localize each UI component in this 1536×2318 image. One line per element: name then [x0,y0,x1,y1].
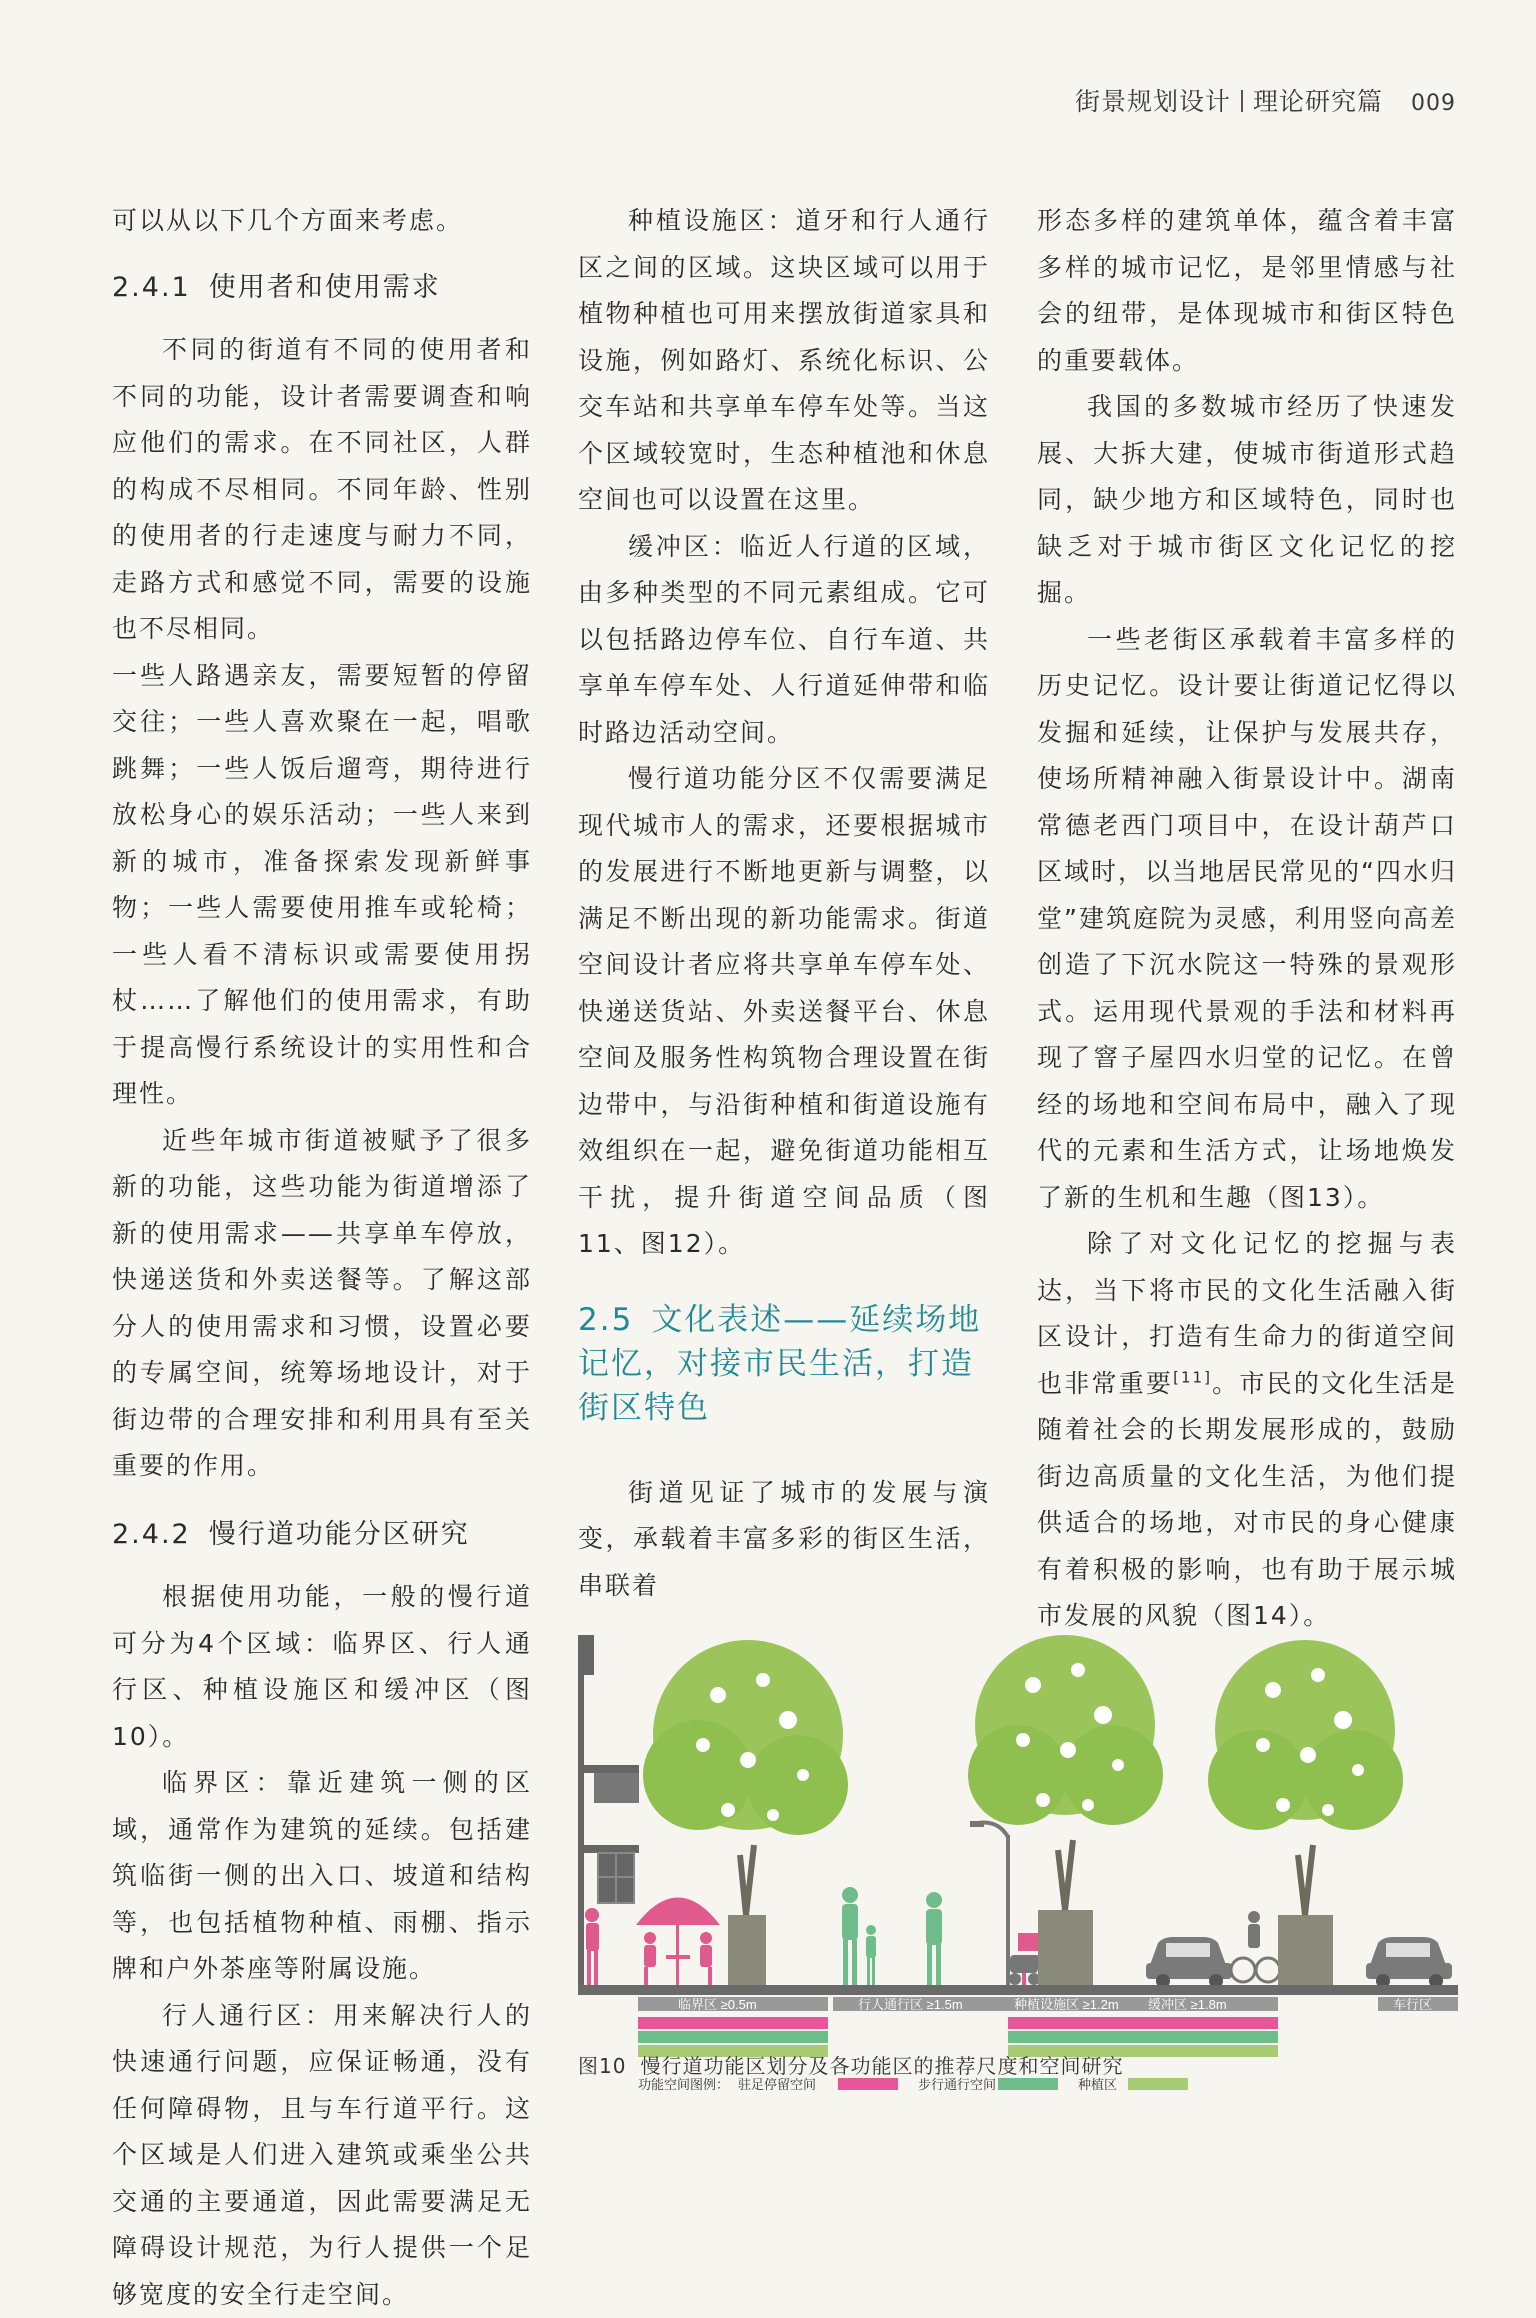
paragraph: 一些人路遇亲友，需要短暂的停留交往；一些人喜欢聚在一起，唱歌跳舞；一些人饭后遛弯，期待进行放松身心的娱乐活动；一些人来到新的城市，准备探索发现新鲜事物；一些人需要使用推车或轮椅；一些人看不清标识或需要使用拐杖……了解他们的使用需求，有助于提高慢行系统设计的实用性和合理性。 [112,653,532,1118]
citation-ref: [11] [1173,1368,1212,1386]
header-divider [1241,90,1243,112]
car-icon [1146,1937,1232,1988]
legend-label: 驻足停留空间 [738,2077,816,2092]
paragraph: 慢行道功能分区不仅需要满足现代城市人的需求，还要根据城市的发展进行不断地更新与调整，以满足不断出现的新功能需求。街道空间设计者应将共享单车停车处、快递送货站、外卖送餐平台、休息空间及服务性构筑物合理设置在街边带中，与沿街种植和街道设施有效组织在一起，避免街道功能相互干扰，提升街道空间品质（图11、图12）。 [578,756,990,1268]
heading-2-5: 2.5 文化表述——延续场地记忆，对接市民生活，打造街区特色 [578,1298,990,1430]
figure-number: 图10 [578,2054,626,2078]
zone-label: 行人通行区 ≥1.5m [858,1997,963,2012]
paragraph: 临界区：靠近建筑一侧的区域，通常作为建筑的延续。包括建筑临街一侧的出入口、坡道和结构等，也包括植物种植、雨棚、指示牌和户外茶座等附属设施。 [112,1760,532,1993]
page-number: 009 [1411,91,1456,116]
paragraph: 一些老街区承载着丰富多样的历史记忆。设计要让街道记忆得以发掘和延续，让保护与发展共存，使场所精神融入街景设计中。湖南常德老西门项目中，在设计葫芦口区域时，以当地居民常见的“四水归堂”建筑庭院为灵感，利用竖向高差创造了下沉水院这一特殊的景观形式。运用现代景观的手法和材料再现了窨子屋四水归堂的记忆。在曾经的场地和空间布局中，融入了现代的元素和生活方式，让场地焕发了新的生机和生趣（图13）。 [1037,617,1457,1222]
paragraph: 不同的街道有不同的使用者和不同的功能，设计者需要调查和响应他们的需求。在不同社区，人群的构成不尽相同。不同年龄、性别的使用者的行走速度与耐力不同，走路方式和感觉不同，需要的设施也不尽相同。 [112,327,532,653]
section-title: 理论研究篇 [1253,87,1383,116]
figure-caption [578,2050,1123,2079]
legend-swatch [998,2078,1058,2090]
car-icon [1366,1937,1452,1988]
column-middle [578,198,990,1609]
column-left [112,198,532,2318]
paragraph: 近些年城市街道被赋予了很多新的功能，这些功能为街道增添了新的使用需求——共享单车停放，快递送货和外卖送餐等。了解这部分人的使用需求和习惯，设置必要的专属空间，统筹场地设计，对于街边带的合理安排和利用具有至关重要的作用。 [112,1118,532,1490]
legend-swatch [838,2078,898,2090]
paragraph: 除了对文化记忆的挖掘与表达，当下将市民的文化生活融入街区设计，打造有生命力的街道空间也非常重要[11]。市民的文化生活是随着社会的长期发展形成的，鼓励街边高质量的文化生活，为他们提供适合的场地，对市民的身心健康有着积极的影响，也有助于展示城市发展的风貌（图14）。 [1037,1221,1457,1640]
paragraph: 种植设施区：道牙和行人通行区之间的区域。这块区域可以用于植物种植也可用来摆放街道家具和设施，例如路灯、系统化标识、公交车站和共享单车停车处等。当这个区域较宽时，生态种植池和休息空间也可以设置在这里。 [578,198,990,524]
tree-icon [1208,1640,1403,1985]
cyclist-icon [1231,1911,1280,1982]
paragraph: 我国的多数城市经历了快速发展、大拆大建，使城市街道形式趋同，缺少地方和区域特色，同时也缺乏对于城市街区文化记忆的挖掘。 [1037,384,1457,617]
intro-line: 可以从以下几个方面来考虑。 [112,198,532,245]
paragraph: 街道见证了城市的发展与演变，承载着丰富多彩的街区生活，串联着 [578,1470,990,1610]
paragraph: 形态多样的建筑单体，蕴含着丰富多样的城市记忆，是邻里情感与社会的纽带，是体现城市和街区特色的重要载体。 [1037,198,1457,384]
legend-swatch [1128,2078,1188,2090]
paragraph: 根据使用功能，一般的慢行道可分为4个区域：临界区、行人通行区、种植设施区和缓冲区（图10）。 [112,1574,532,1760]
zone-label: 临界区 ≥0.5m [678,1997,757,2012]
book-title: 街景规划设计 [1075,87,1231,116]
zone-label: 车行区 [1393,1997,1432,2012]
heading-2-4-1: 2.4.1 使用者和使用需求 [112,265,532,312]
figure-caption-text: 慢行道功能区划分及各功能区的推荐尺度和空间研究 [640,2054,1123,2078]
tree-icon [968,1635,1163,1985]
heading-2-4-2: 2.4.2 慢行道功能分区研究 [112,1512,532,1559]
legend-label: 步行通行空间 [918,2077,996,2092]
pedestrian-figures [842,1887,942,1985]
paragraph: 行人通行区：用来解决行人的快速通行问题，应保证畅通，没有任何障碍物，且与车行道平行。这个区域是人们进入建筑或乘坐公共交通的主要通道，因此需要满足无障碍设计规范，为行人提供一个足够宽度的安全行走空间。 [112,1993,532,2318]
legend-label: 种植区 [1078,2077,1117,2092]
street-lamp-icon [970,1821,1010,1985]
ground-line [578,1985,1458,1995]
zone-label-bar [638,1997,1458,2012]
running-header [1075,82,1456,118]
zone-label: 缓冲区 ≥1.8m [1148,1997,1227,2012]
legend-title: 功能空间图例： [638,2077,729,2092]
paragraph: 缓冲区：临近人行道的区域，由多种类型的不同元素组成。它可以包括路边停车位、自行车道、共享单车停车处、人行道延伸带和临时路边活动空间。 [578,524,990,757]
cafe-umbrella-icon [636,1898,720,1988]
tree-icon [643,1640,848,1985]
zone-label: 种植设施区 ≥1.2m [1014,1997,1119,2012]
column-right [1037,198,1457,1640]
figure-legend [638,2077,1188,2092]
person-figure [585,1908,599,1986]
